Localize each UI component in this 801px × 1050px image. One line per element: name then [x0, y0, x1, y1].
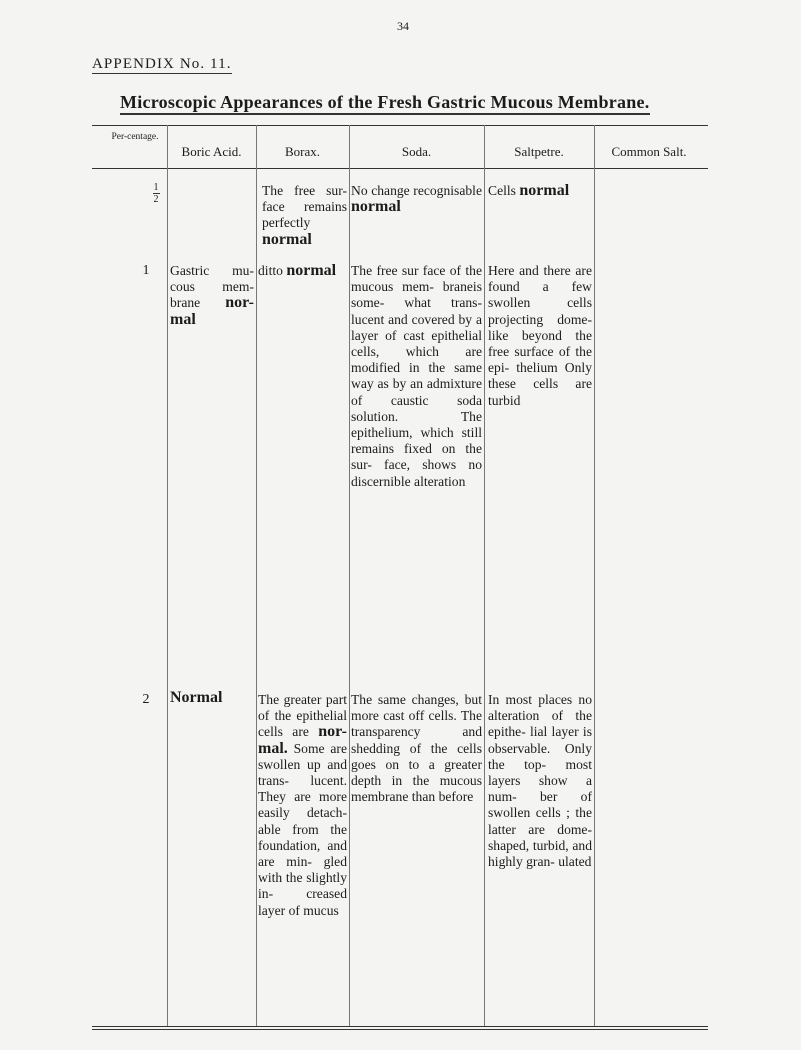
cell-emphasis: normal — [262, 230, 312, 248]
cell-2-borax — [258, 692, 347, 919]
cell-emphasis: Normal — [170, 689, 223, 706]
fraction-denominator: 2 — [153, 194, 159, 205]
cell-half-soda — [351, 183, 482, 215]
cell-emphasis: nor- mal — [170, 294, 254, 328]
percentage-half — [139, 183, 173, 204]
cell-text: Gastric mu- cous mem- brane — [170, 263, 254, 311]
table-bottom-rule-2 — [92, 1029, 708, 1030]
cell-1-saltpetre: Here and there are found a few swollen cells projecting dome-like beyond the free surface of the epi- thelium Only these cells are turbid — [488, 263, 592, 408]
cell-half-borax — [262, 183, 347, 248]
cell-2-saltpetre: In most places no alteration of the epithe- lial layer is observable. Only the top- most layers show a num- ber of swollen cells ; the latter are dome-shaped, turbid, and highly gran- ulated — [488, 692, 592, 870]
header-rule — [92, 168, 708, 169]
header-percentage: Per-centage. — [111, 132, 159, 142]
header-boric-acid: Boric Acid. — [181, 144, 242, 159]
cell-1-boric — [170, 263, 254, 328]
fraction-numerator: 1 — [153, 182, 159, 193]
cell-text: Some are swollen up and trans- lucent. They are more easily detach- able from the foundation, and are min- gled with the slightly in- creased layer of mucus — [258, 740, 347, 918]
col-divider — [167, 125, 168, 1026]
col-divider — [594, 125, 595, 1026]
percentage-2: 2 — [142, 692, 150, 707]
cell-text: No change recognisable — [351, 183, 482, 198]
table-top-rule — [92, 125, 708, 126]
cell-text: Cells — [488, 183, 516, 198]
header-borax: Borax. — [284, 144, 321, 159]
percentage-1: 1 — [142, 263, 150, 278]
page-title: Microscopic Appearances of the Fresh Gastric Mucous Membrane. — [120, 92, 650, 115]
cell-emphasis: normal — [351, 198, 401, 216]
cell-2-boric — [170, 690, 254, 706]
table-bottom-rule — [92, 1026, 708, 1027]
col-divider — [484, 125, 485, 1026]
cell-1-borax — [258, 263, 347, 279]
col-divider — [256, 125, 257, 1026]
cell-emphasis: normal — [286, 262, 337, 279]
cell-emphasis: nor- mal. — [258, 723, 347, 757]
page-number: 34 — [397, 19, 409, 33]
appendix-label: APPENDIX No. 11. — [92, 56, 232, 72]
cell-half-saltpetre — [488, 183, 592, 199]
header-saltpetre: Saltpetre. — [514, 144, 564, 159]
cell-text: The free sur- face remains perfectly — [262, 183, 347, 231]
cell-text: ditto — [258, 263, 283, 278]
cell-emphasis: normal — [519, 182, 570, 199]
cell-2-soda: The same changes, but more cast off cells. The transparency and shedding of the cells goes on to a greater depth in the mucous membrane than before — [351, 692, 482, 805]
header-common-salt: Common Salt. — [611, 144, 687, 159]
cell-1-soda: The free sur face of the mucous mem- braneis some- what trans- lucent and covered by a layer of cast epithelial cells, which are modified in the same way as by an admixture of caustic soda solution. The epithelium, which still remains fixed on the sur- face, shows no discernible alteration — [351, 263, 482, 489]
header-soda: Soda. — [401, 144, 432, 159]
cell-text: The greater part of the epithelial cells are — [258, 692, 347, 740]
col-divider — [349, 125, 350, 1026]
